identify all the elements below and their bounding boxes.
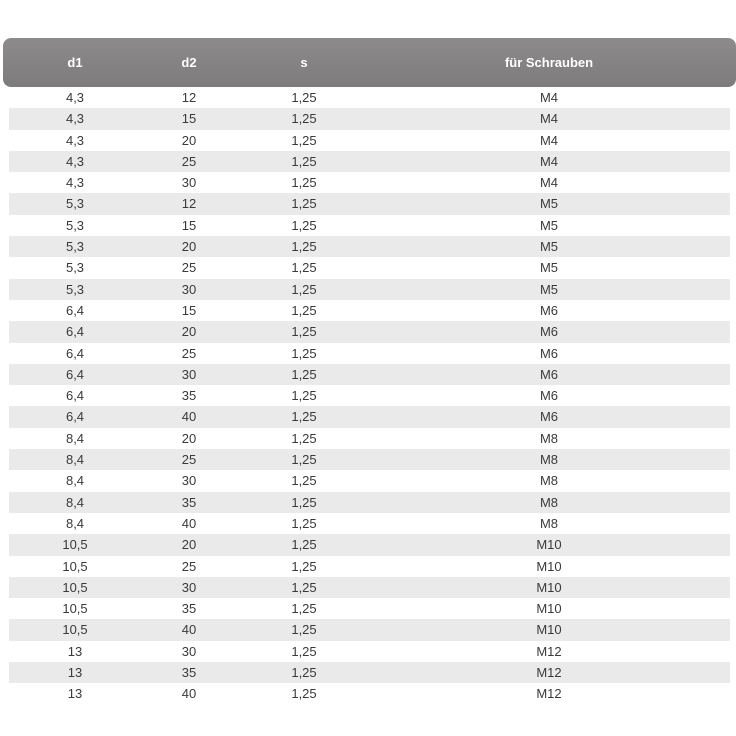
cell-d1: 6,4 <box>65 409 85 425</box>
cell-d1: 6,4 <box>65 302 85 318</box>
cell-fuer-schrauben: M6 <box>539 345 559 361</box>
table-row <box>3 428 736 449</box>
cell-d2: 30 <box>181 473 197 489</box>
table-row <box>9 151 730 172</box>
table-row <box>3 130 736 151</box>
header-fuer-schrauben: für Schrauben <box>504 55 594 70</box>
cell-fuer-schrauben: M6 <box>539 409 559 425</box>
table-row <box>9 406 730 427</box>
cell-fuer-schrauben: M8 <box>539 494 559 510</box>
cell-fuer-schrauben: M10 <box>536 558 562 574</box>
table-row <box>9 492 730 513</box>
cell-s: 1,25 <box>291 601 317 617</box>
cell-s: 1,25 <box>291 239 317 255</box>
cell-fuer-schrauben: M8 <box>539 452 559 468</box>
dimensions-table <box>3 38 736 705</box>
cell-s: 1,25 <box>291 537 317 553</box>
cell-d2: 30 <box>181 366 197 382</box>
cell-d1: 4,3 <box>65 111 85 127</box>
cell-d1: 5,3 <box>65 217 85 233</box>
cell-d1: 10,5 <box>62 622 88 638</box>
cell-d2: 25 <box>181 260 197 276</box>
cell-fuer-schrauben: M5 <box>539 239 559 255</box>
cell-s: 1,25 <box>291 366 317 382</box>
cell-d1: 10,5 <box>62 558 88 574</box>
cell-fuer-schrauben: M10 <box>536 579 562 595</box>
cell-d2: 35 <box>181 665 197 681</box>
cell-d1: 10,5 <box>62 579 88 595</box>
cell-d2: 20 <box>181 239 197 255</box>
cell-d1: 8,4 <box>65 430 85 446</box>
table-row <box>9 577 730 598</box>
cell-d1: 8,4 <box>65 494 85 510</box>
cell-s: 1,25 <box>291 388 317 404</box>
cell-d2: 35 <box>181 494 197 510</box>
cell-d2: 35 <box>181 601 197 617</box>
cell-fuer-schrauben: M6 <box>539 366 559 382</box>
cell-s: 1,25 <box>291 153 317 169</box>
cell-d2: 20 <box>181 430 197 446</box>
cell-d2: 25 <box>181 558 197 574</box>
cell-fuer-schrauben: M6 <box>539 324 559 340</box>
cell-d2: 12 <box>181 196 197 212</box>
cell-fuer-schrauben: M4 <box>539 132 559 148</box>
cell-d1: 8,4 <box>65 452 85 468</box>
table-row <box>3 513 736 534</box>
table-row <box>3 683 736 704</box>
cell-s: 1,25 <box>291 281 317 297</box>
cell-d1: 6,4 <box>65 324 85 340</box>
cell-s: 1,25 <box>291 473 317 489</box>
cell-d2: 12 <box>181 90 197 105</box>
table-row <box>3 215 736 236</box>
cell-d2: 30 <box>181 281 197 297</box>
cell-s: 1,25 <box>291 260 317 276</box>
cell-d2: 40 <box>181 515 197 531</box>
cell-d1: 6,4 <box>65 366 85 382</box>
table-row <box>3 556 736 577</box>
cell-d2: 35 <box>181 388 197 404</box>
cell-s: 1,25 <box>291 558 317 574</box>
cell-d2: 15 <box>181 111 197 127</box>
table-row <box>3 172 736 193</box>
cell-s: 1,25 <box>291 622 317 638</box>
cell-s: 1,25 <box>291 175 317 191</box>
cell-fuer-schrauben: M4 <box>539 111 559 127</box>
table-row <box>9 279 730 300</box>
cell-s: 1,25 <box>291 111 317 127</box>
cell-fuer-schrauben: M12 <box>536 686 562 702</box>
cell-fuer-schrauben: M6 <box>539 388 559 404</box>
table-header <box>3 38 736 87</box>
cell-s: 1,25 <box>291 345 317 361</box>
table-row <box>9 321 730 342</box>
cell-d1: 10,5 <box>62 601 88 617</box>
cell-d1: 13 <box>67 665 83 681</box>
header-s: s <box>300 55 308 70</box>
cell-d1: 5,3 <box>65 281 85 297</box>
table-body <box>3 87 736 705</box>
cell-fuer-schrauben: M5 <box>539 196 559 212</box>
cell-d1: 13 <box>67 686 83 702</box>
cell-d1: 6,4 <box>65 345 85 361</box>
table-row <box>9 534 730 555</box>
cell-d2: 40 <box>181 409 197 425</box>
cell-fuer-schrauben: M5 <box>539 217 559 233</box>
table-row <box>3 257 736 278</box>
cell-fuer-schrauben: M8 <box>539 430 559 446</box>
table-row <box>9 619 730 640</box>
table-row <box>3 385 736 406</box>
cell-fuer-schrauben: M8 <box>539 515 559 531</box>
cell-fuer-schrauben: M6 <box>539 302 559 318</box>
cell-fuer-schrauben: M12 <box>536 665 562 681</box>
table-row <box>9 108 730 129</box>
cell-fuer-schrauben: M4 <box>539 90 559 105</box>
cell-d1: 6,4 <box>65 388 85 404</box>
cell-d1: 4,3 <box>65 175 85 191</box>
cell-s: 1,25 <box>291 452 317 468</box>
cell-d2: 25 <box>181 153 197 169</box>
cell-s: 1,25 <box>291 515 317 531</box>
cell-d2: 20 <box>181 324 197 340</box>
table-row <box>3 641 736 662</box>
table-row <box>3 343 736 364</box>
cell-d1: 4,3 <box>65 153 85 169</box>
cell-d1: 10,5 <box>62 537 88 553</box>
cell-d2: 20 <box>181 537 197 553</box>
cell-d1: 4,3 <box>65 132 85 148</box>
cell-d2: 15 <box>181 217 197 233</box>
cell-s: 1,25 <box>291 579 317 595</box>
table-row <box>9 364 730 385</box>
table-row <box>3 87 736 108</box>
header-d2: d2 <box>181 55 197 70</box>
cell-fuer-schrauben: M10 <box>536 622 562 638</box>
cell-s: 1,25 <box>291 302 317 318</box>
cell-d1: 8,4 <box>65 515 85 531</box>
cell-s: 1,25 <box>291 196 317 212</box>
cell-s: 1,25 <box>291 217 317 233</box>
cell-s: 1,25 <box>291 132 317 148</box>
cell-fuer-schrauben: M10 <box>536 537 562 553</box>
cell-s: 1,25 <box>291 643 317 659</box>
cell-d2: 15 <box>181 302 197 318</box>
cell-d1: 5,3 <box>65 260 85 276</box>
cell-d1: 13 <box>67 643 83 659</box>
cell-d1: 5,3 <box>65 239 85 255</box>
cell-d2: 40 <box>181 686 197 702</box>
cell-s: 1,25 <box>291 430 317 446</box>
cell-s: 1,25 <box>291 494 317 510</box>
table-row <box>9 236 730 257</box>
cell-d2: 40 <box>181 622 197 638</box>
cell-fuer-schrauben: M5 <box>539 281 559 297</box>
cell-fuer-schrauben: M4 <box>539 175 559 191</box>
cell-d2: 25 <box>181 452 197 468</box>
cell-d2: 20 <box>181 132 197 148</box>
cell-s: 1,25 <box>291 409 317 425</box>
cell-fuer-schrauben: M12 <box>536 643 562 659</box>
table-row <box>9 449 730 470</box>
table-row <box>9 193 730 214</box>
cell-s: 1,25 <box>291 686 317 702</box>
table-row <box>9 662 730 683</box>
table-row <box>3 300 736 321</box>
cell-d2: 25 <box>181 345 197 361</box>
cell-d1: 4,3 <box>65 90 85 105</box>
header-d1: d1 <box>67 55 83 70</box>
cell-s: 1,25 <box>291 324 317 340</box>
cell-d1: 8,4 <box>65 473 85 489</box>
cell-fuer-schrauben: M8 <box>539 473 559 489</box>
cell-fuer-schrauben: M5 <box>539 260 559 276</box>
table-row <box>3 470 736 491</box>
cell-d1: 5,3 <box>65 196 85 212</box>
cell-d2: 30 <box>181 643 197 659</box>
cell-d2: 30 <box>181 175 197 191</box>
cell-fuer-schrauben: M10 <box>536 601 562 617</box>
cell-d2: 30 <box>181 579 197 595</box>
table-row <box>3 598 736 619</box>
cell-fuer-schrauben: M4 <box>539 153 559 169</box>
cell-s: 1,25 <box>291 90 317 105</box>
cell-s: 1,25 <box>291 665 317 681</box>
